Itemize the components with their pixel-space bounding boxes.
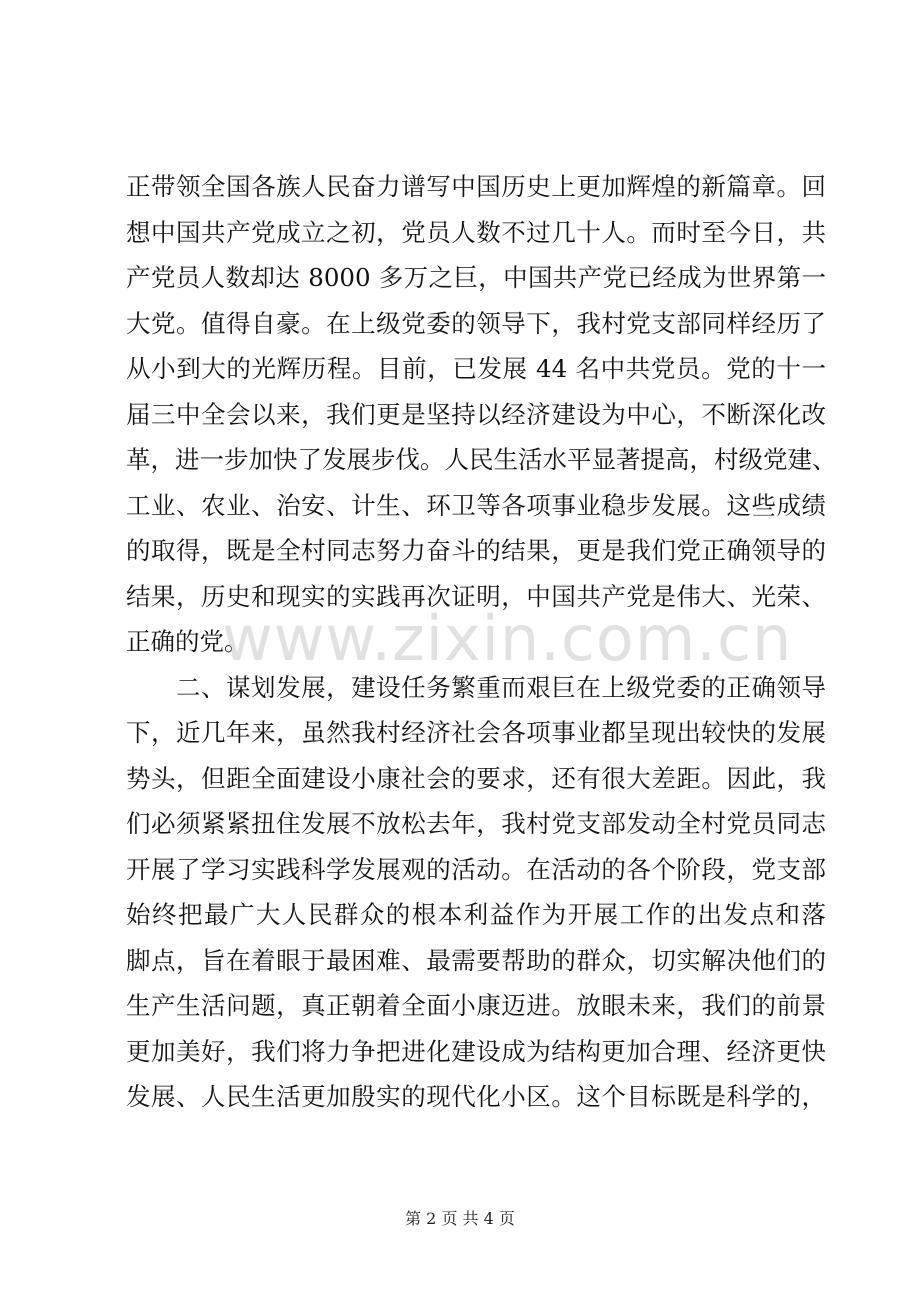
page-footer: 第 2 页 共 4 页 [405,1209,515,1228]
text-line: 正带领全国各族人民奋力谱写中国历史上更加辉煌的新篇章。回 [126,172,826,201]
text-line: 势头，但距全面建设小康社会的要求，还有很大差距。因此，我 [126,763,826,793]
text-line: 始终把最广大人民群众的根本利益作为开展工作的出发点和落 [126,900,826,929]
text-line: 开展了学习实践科学发展观的活动。在活动的各个阶段，党支部 [126,854,826,884]
text-line: 正确的党。 [126,627,249,656]
text-line: 二、谋划发展，建设任务繁重而艰巨在上级党委的正确领导 [176,672,826,702]
paragraph-2 [126,665,826,1120]
text-line: 结果，历史和现实的实践再次证明，中国共产党是伟大、光荣、 [126,581,826,611]
document-body [126,164,837,1120]
text-line: 届三中全会以来，我们更是坚持以经济建设为中心，不断深化改 [126,399,826,429]
text-line: 从小到大的光辉历程。目前，已发展 44 名中共党员。党的十一 [126,354,826,383]
text-line: 想中国共产党成立之初，党员人数不过几十人。而时至今日，共 [126,217,826,247]
text-line: 大党。值得自豪。在上级党委的领导下，我村党支部同样经历了 [126,308,826,338]
text-line: 的取得，既是全村同志努力奋斗的结果，更是我们党正确领导的 [126,536,826,565]
text-line: 发展、人民生活更加殷实的现代化小区。这个目标既是科学的， [126,1082,826,1111]
watermark: www.zixin.com.cn [222,602,793,675]
text-line: 脚点，旨在着眼于最困难、最需要帮助的群众，切实解决他们的 [126,945,826,975]
text-line: 更加美好，我们将力争把进化建设成为结构更加合理、经济更快 [126,1036,826,1066]
text-line: 革，进一步加快了发展步伐。人民生活水平显著提高，村级党建、 [126,445,837,474]
text-line: 生产生活问题，真正朝着全面小康迈进。放眼未来，我们的前景 [126,991,826,1020]
paragraph-1 [126,164,837,665]
text-line: 工业、农业、治安、计生、环卫等各项事业稳步发展。这些成绩 [126,490,826,520]
text-line: 们必须紧紧扭住发展不放松去年，我村党支部发动全村党员同志 [126,809,826,838]
text-line: 产党员人数却达 8000 多万之巨，中国共产党已经成为世界第一 [126,263,826,292]
text-line: 下，近几年来，虽然我村经济社会各项事业都呈现出较快的发展 [126,718,826,747]
